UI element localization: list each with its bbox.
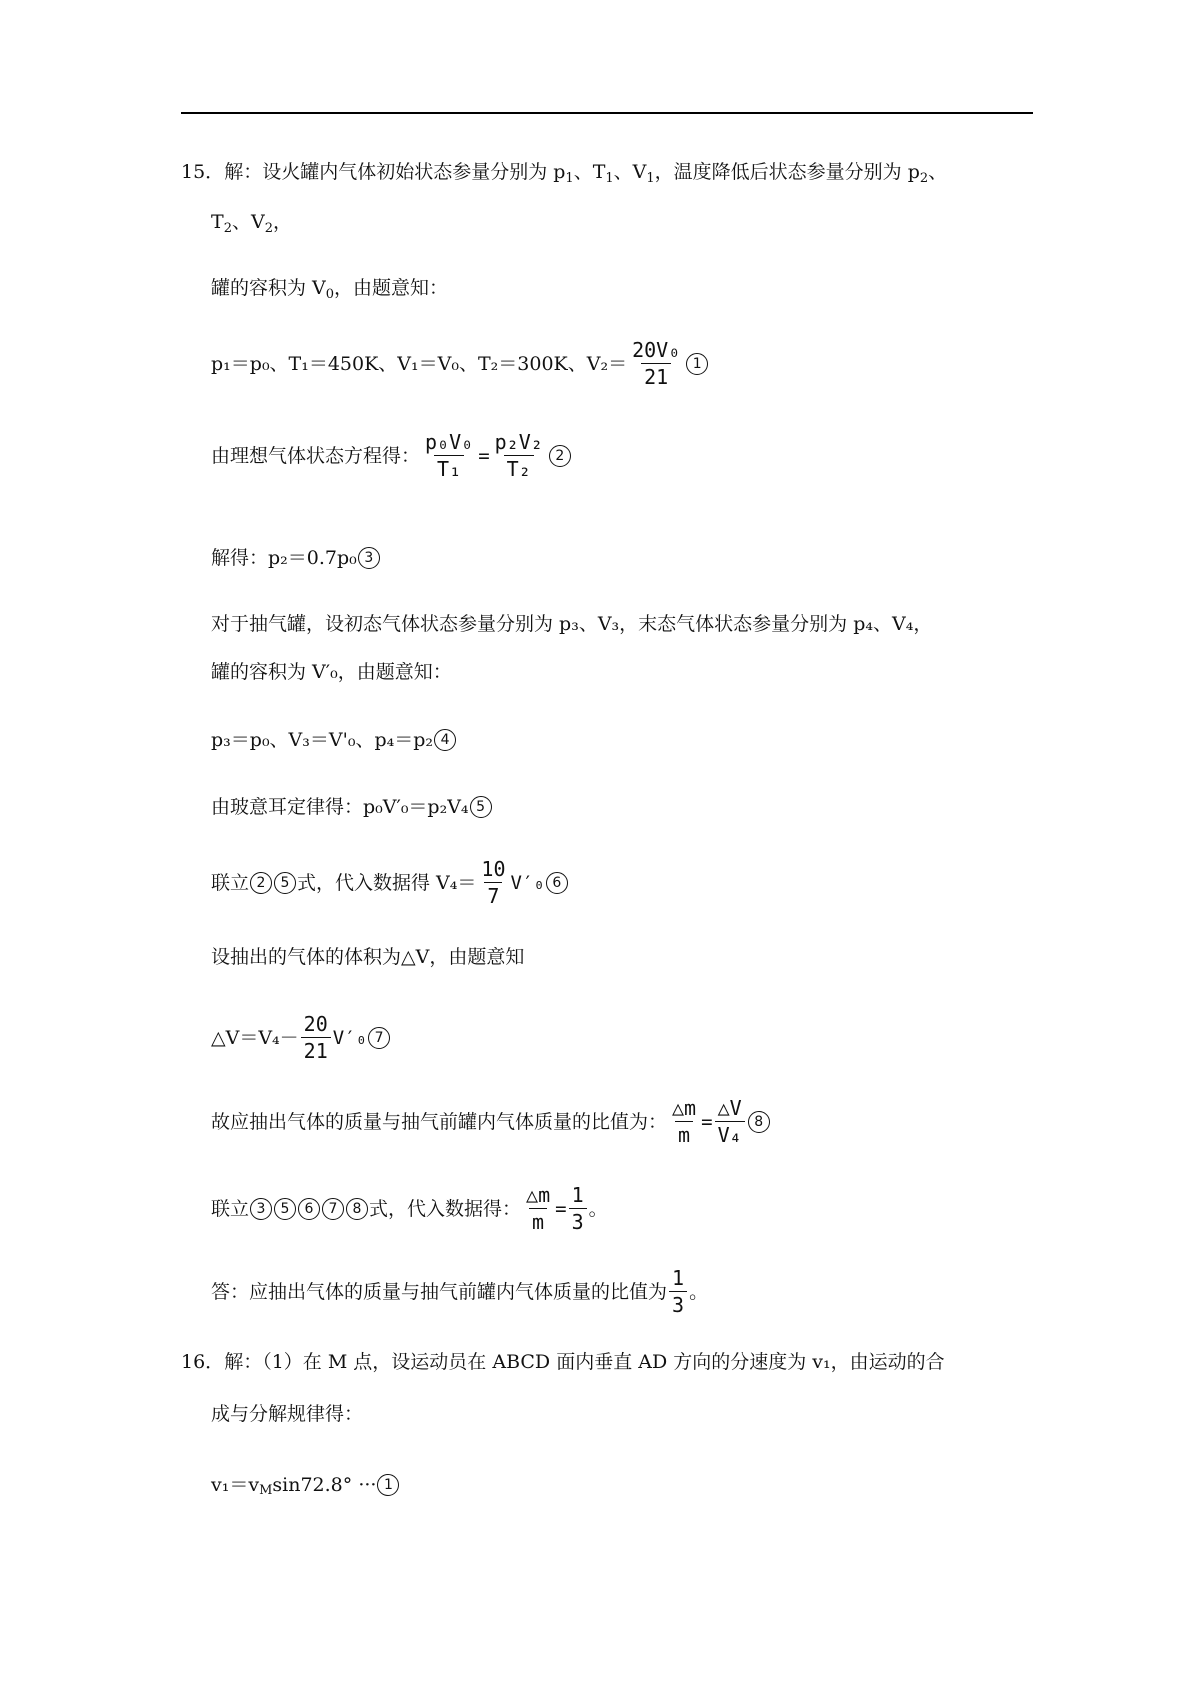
problem15-answer: 答：应抽出气体的质量与抽气前罐内气体质量的比值为 $\frac{1}{3}$ 。 — [211, 1266, 709, 1317]
problem15-line1: 15．解：设火罐内气体初始状态参量分别为 $p_1$、$T_1$、$V_1$，温度降低后状态参量分别为 $p_2$、 — [181, 161, 948, 186]
fraction-delta-m-over-m: $\frac{\triangle m}{m}$ — [672, 1096, 697, 1147]
circled-number-6: 6 — [546, 872, 568, 894]
fraction-p2v2-over-t2: $\frac{\text{p₂V₂}}{\text{T₂}}$ — [494, 430, 543, 481]
circled-number-3: 3 — [358, 547, 380, 569]
problem15-mass-ratio-equation: 故应抽出气体的质量与抽气前罐内气体质量的比值为： $\frac{\triangle m}{m}$ = $\frac{\triangle V}{\text{V₄}}$ 8 — [211, 1096, 771, 1147]
problem16-line2: 成与分解规律得： — [211, 1403, 364, 1425]
fraction-20v0-over-21: $\frac{\text{20V₀}}{21}$ — [632, 338, 681, 389]
problem15-equation-7: △V＝V₄－ $\frac{20}{21}$ V′₀ 7 — [211, 1012, 391, 1063]
problem15-boyle-equation: 由玻意耳定律得：p₀V′₀＝p₂V₄ 5 — [211, 794, 493, 819]
circled-number-1: 1 — [686, 353, 708, 375]
problem15-pump-line1: 对于抽气罐，设初态气体状态参量分别为 p₃、V₃，末态气体状态参量分别为 p₄、V₄， — [211, 613, 933, 635]
circled-number-5: 5 — [274, 1198, 296, 1220]
circled-number-7: 7 — [322, 1198, 344, 1220]
problem15-ideal-gas-equation: 由理想气体状态方程得： $\frac{\text{p₀V₀}}{\text{T₁}}$ = $\frac{\text{p₂V₂}}{\text{T₂}}$ 2 — [211, 430, 572, 481]
circled-number-3: 3 — [250, 1198, 272, 1220]
problem15-number: 15． — [181, 161, 225, 183]
circled-number-6: 6 — [298, 1198, 320, 1220]
circled-number-2: 2 — [549, 445, 571, 467]
fraction-1-over-3: $\frac{1}{3}$ — [669, 1266, 687, 1317]
fraction-p0v0-over-t1: $\frac{\text{p₀V₀}}{\text{T₁}}$ — [425, 430, 474, 481]
problem15-equation-6: 联立 2 5 式，代入数据得 V₄＝ $\frac{10}{7}$ V′₀ 6 — [211, 857, 569, 908]
problem16-equation-1: $v_1=v_M\sin 72.8^\circ$ ··· 1 — [211, 1472, 400, 1497]
problem16-line1: 16．解：（1）在 M 点，设运动员在 ABCD 面内垂直 AD 方向的分速度为 v₁，由运动的合 — [181, 1351, 945, 1373]
problem15-volume-line: 罐的容积为 $V_0$，由题意知： — [211, 277, 449, 302]
problem16-number: 16． — [181, 1351, 225, 1373]
circled-number-8: 8 — [346, 1198, 368, 1220]
circled-number-4: 4 — [434, 729, 456, 751]
circled-number-5: 5 — [274, 872, 296, 894]
header-rule — [181, 112, 1033, 114]
problem15-given-equation: p₁＝p₀、T₁＝450K、V₁＝V₀、T₂＝300K、V₂＝ $\frac{\text{20V₀}}{21}$ 1 — [211, 338, 709, 389]
circled-number-1: 1 — [377, 1474, 399, 1496]
circled-number-8: 8 — [748, 1111, 770, 1133]
problem15-delta-v-label: 设抽出的气体的体积为△V，由题意知 — [211, 946, 525, 968]
circled-number-5: 5 — [470, 796, 492, 818]
fraction-1-over-3: $\frac{1}{3}$ — [569, 1183, 587, 1234]
fraction-20-over-21: $\frac{20}{21}$ — [301, 1012, 331, 1063]
circled-number-2: 2 — [250, 872, 272, 894]
circled-number-7: 7 — [368, 1027, 390, 1049]
problem15-solution-p2: 解得：p₂＝0.7p₀ 3 — [211, 545, 381, 570]
problem15-line2: $T_2$、$V_2$， — [211, 211, 292, 236]
problem15-combined-result: 联立 3 5 6 7 8 式，代入数据得： $\frac{\triangle m}{m}$ = $\frac{1}{3}$ 。 — [211, 1183, 608, 1234]
fraction-delta-v-over-v4: $\frac{\triangle V}{\text{V₄}}$ — [715, 1096, 745, 1147]
problem15-equation-4: p₃＝p₀、V₃＝V'₀、p₄＝p₂ 4 — [211, 727, 457, 752]
fraction-10-over-7: $\frac{10}{7}$ — [481, 857, 506, 908]
problem15-pump-line2: 罐的容积为 V′₀，由题意知： — [211, 661, 452, 683]
fraction-delta-m-over-m: $\frac{\triangle m}{m}$ — [526, 1183, 551, 1234]
